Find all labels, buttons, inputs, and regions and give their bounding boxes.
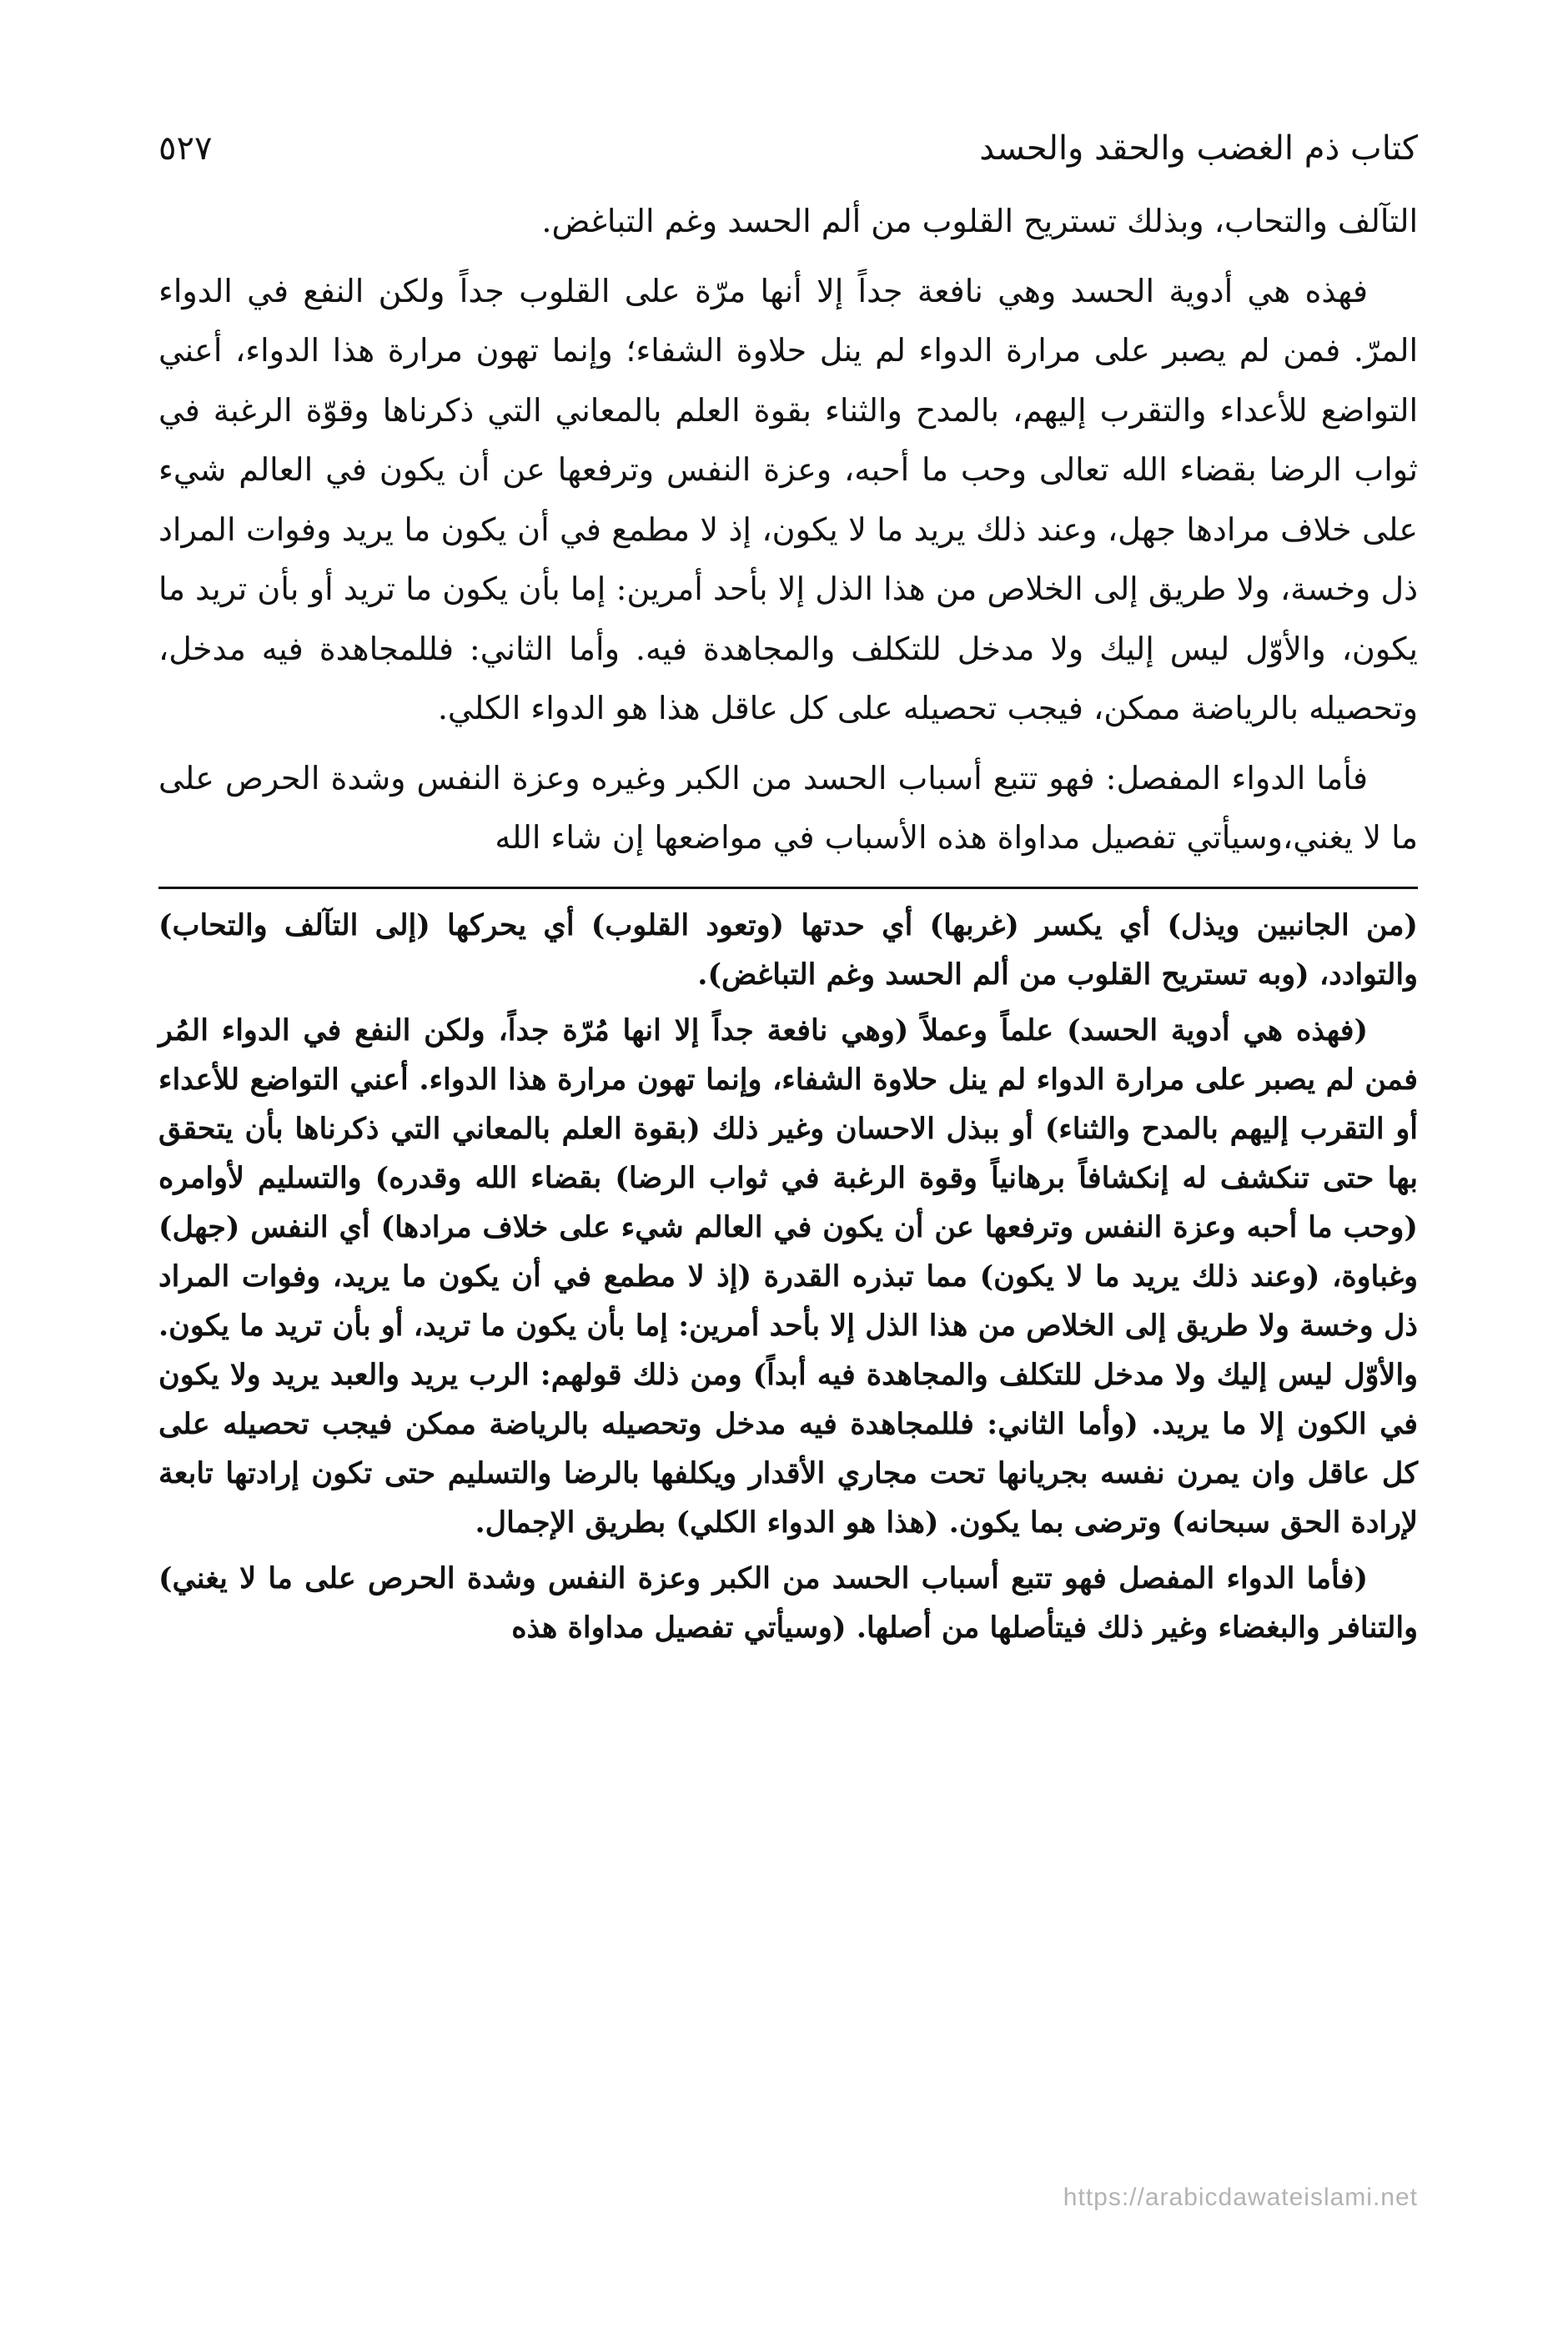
commentary-paragraph: (فأما الدواء المفصل فهو تتبع أسباب الحسد من الكبر وعزة النفس وشدة الحرص على ما لا يغني) والتنافر والبغضاء وغير ذلك فيتأصلها من أصلها. (وسيأتي تفصيل مداواة هذه <box>158 1561 1418 1645</box>
main-paragraph: فأما الدواء المفصل: فهو تتبع أسباب الحسد من الكبر وغيره وعزة النفس وشدة الحرص على ما لا يغني،وسيأتي تفصيل مداواة هذه الأسباب في مواضعها إن شاء الله <box>158 759 1418 856</box>
page-header <box>158 117 1418 192</box>
watermark-url: https://arabicdawateislami.net <box>1063 2184 1418 2211</box>
page-number: ٥٢٧ <box>158 129 213 168</box>
main-text <box>158 192 1418 868</box>
commentary-paragraph: (فهذه هي أدوية الحسد) علماً وعملاً (وهي نافعة جداً إلا انها مُرّة جداً، ولكن النفع في الدواء المُر فمن لم يصبر على مرارة الدواء لم ينل حلاوة الشفاء، وإنما تهون مرارة هذا الدواء. أعني التواضع للأعداء أو التقرب إليهم بالمدح والثناء) أو ببذل الاحسان وغير ذلك (بقوة العلم بالمعاني التي ذكرناها بأن يتحقق بها حتى تنكشف له إنكشافاً برهانياً وقوة الرغبة في ثواب الرضا) بقضاء الله وقدره) والتسليم لأوامره (وحب ما أحبه وعزة النفس وترفعها عن أن يكون في العالم شيء على خلاف مرادها) أي النفس (جهل) وغباوة، (وعند ذلك يريد ما لا يكون) مما تبذره القدرة (إذ لا مطمع في أن يكون ما يريد، وفوات المراد ذل وخسة ولا طريق إلى الخلاص من هذا الذل إلا بأحد أمرين: إما بأن يكون ما تريد، أو بأن تريد ما يكون. والأوّل ليس إليك ولا مدخل للتكلف والمجاهدة فيه أبداً) ومن ذلك قولهم: الرب يريد والعبد يريد ولا يكون في الكون إلا ما يريد. (وأما الثاني: فللمجاهدة فيه مدخل وتحصيله بالرياضة ممكن فيجب تحصيله على كل عاقل وان يمرن نفسه بجريانها تحت مجاري الأقدار ويكلفها بالرضا والتسليم حتى تكون إرادتها تابعة لإرادة الحق سبحانه) وترضى بما يكون. (هذا هو الدواء الكلي) بطريق الإجمال. <box>158 1013 1418 1540</box>
commentary-text <box>158 901 1418 1652</box>
commentary-paragraph: (من الجانبين ويذل) أي يكسر (غربها) أي حدتها (وتعود القلوب) أي يحركها (إلى التآلف والتحاب) والتوادد، (وبه تستريح القلوب من ألم الحسد وغم التباغض). <box>158 907 1418 992</box>
separator-line <box>158 887 1418 889</box>
main-paragraph: التآلف والتحاب، وبذلك تستريح القلوب من ألم الحسد وغم التباغض. <box>541 203 1418 239</box>
running-title: كتاب ذم الغضب والحقد والحسد <box>979 129 1418 168</box>
main-paragraph: فهذه هي أدوية الحسد وهي نافعة جداً إلا أنها مرّة على القلوب جداً ولكن النفع في الدواء المرّ. فمن لم يصبر على مرارة الدواء لم ينل حلاوة الشفاء؛ وإنما تهون مرارة هذا الدواء، أعني التواضع للأعداء والتقرب إليهم، بالمدح والثناء بقوة العلم بالمعاني التي ذكرناها وقوّة الرغبة في ثواب الرضا بقضاء الله تعالى وحب ما أحبه، وعزة النفس وترفعها عن أن يكون في العالم شيء على خلاف مرادها جهل، وعند ذلك يريد ما لا يكون، إذ لا مطمع في أن يكون ما يريد وفوات المراد ذل وخسة، ولا طريق إلى الخلاص من هذا الذل إلا بأحد أمرين: إما بأن يكون ما تريد أو بأن تريد ما يكون، والأوّل ليس إليك ولا مدخل للتكلف والمجاهدة فيه. وأما الثاني: فللمجاهدة فيه مدخل، وتحصيله بالرياضة ممكن، فيجب تحصيله على كل عاقل هذا هو الدواء الكلي. <box>158 272 1418 726</box>
book-page <box>158 117 1418 2252</box>
